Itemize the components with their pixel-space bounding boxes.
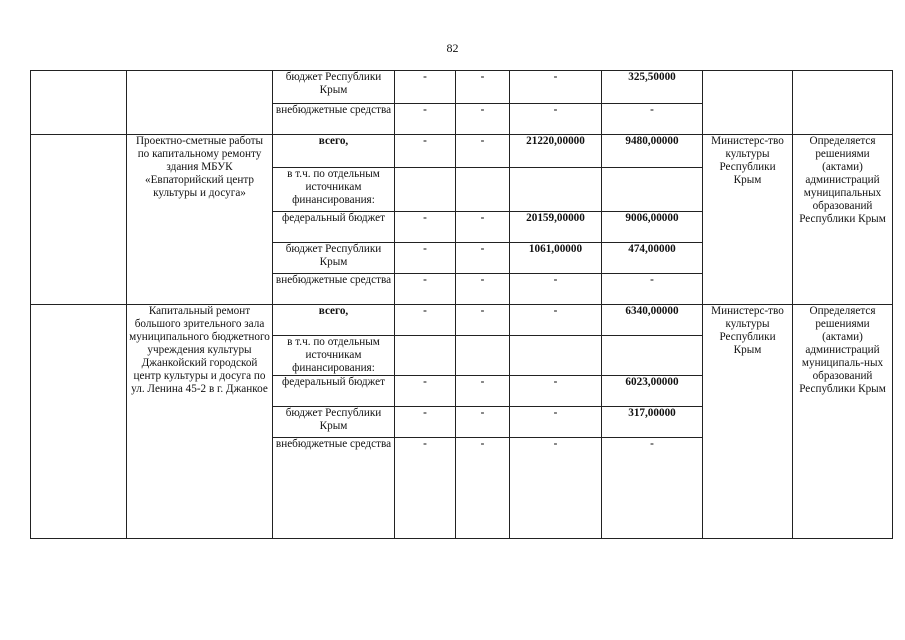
value-cell: - (510, 407, 602, 438)
value-cell: - (395, 376, 456, 407)
value-cell: - (510, 438, 602, 539)
value-cell: - (602, 438, 703, 539)
source-cell: внебюджетные средства (273, 104, 395, 135)
value-cell: - (456, 407, 510, 438)
value-cell (456, 168, 510, 212)
value-cell: 20159,00000 (510, 212, 602, 243)
source-cell: всего, (273, 135, 395, 168)
source-cell: внебюджетные средства (273, 438, 395, 539)
value-cell (602, 336, 703, 376)
recipient-cell: Определяется решениями (актами) администраций муниципальных образований Республики Крым (793, 135, 893, 305)
value-cell: - (456, 376, 510, 407)
value-cell: - (456, 305, 510, 336)
value-cell: 9006,00000 (602, 212, 703, 243)
value-cell: - (456, 135, 510, 168)
blank-cell (31, 71, 127, 135)
value-cell: - (456, 274, 510, 305)
recipient-cell: Определяется решениями (актами) администраций муниципаль-ных образований Республики Крым (793, 305, 893, 539)
executor-cell: Министерс-тво культуры Республики Крым (703, 305, 793, 539)
value-cell: - (395, 407, 456, 438)
blank-cell (793, 71, 893, 135)
value-cell: - (395, 305, 456, 336)
value-cell: - (510, 274, 602, 305)
executor-cell: Министерс-тво культуры Республики Крым (703, 135, 793, 305)
page-number: 82 (446, 41, 459, 55)
table-row (31, 71, 893, 104)
value-cell: - (395, 135, 456, 168)
value-cell: - (456, 243, 510, 274)
value-cell (456, 336, 510, 376)
blank-cell (127, 71, 273, 135)
value-cell: - (456, 104, 510, 135)
value-cell (510, 336, 602, 376)
value-cell: - (602, 104, 703, 135)
value-cell: - (395, 212, 456, 243)
source-cell: бюджет Республики Крым (273, 407, 395, 438)
value-cell: 317,00000 (602, 407, 703, 438)
source-cell: всего, (273, 305, 395, 336)
value-cell (395, 336, 456, 376)
blank-cell (31, 305, 127, 539)
value-cell: - (456, 212, 510, 243)
value-cell: - (456, 71, 510, 104)
value-cell: - (395, 243, 456, 274)
value-cell (395, 168, 456, 212)
value-cell: 6023,00000 (602, 376, 703, 407)
value-cell: 325,50000 (602, 71, 703, 104)
value-cell: 1061,00000 (510, 243, 602, 274)
source-cell: в т.ч. по отдельным источникам финансирования: (273, 336, 395, 376)
source-cell: федеральный бюджет (273, 212, 395, 243)
source-cell: федеральный бюджет (273, 376, 395, 407)
value-cell: - (510, 71, 602, 104)
source-cell: внебюджетные средства (273, 274, 395, 305)
value-cell: 474,00000 (602, 243, 703, 274)
value-cell: - (395, 71, 456, 104)
project-name: Капитальный ремонт большого зрительного зала муниципального бюджетного учреждения культуры Джанкойский городской центр культуры и досуга по ул. Ленина 45-2 в г. Джанкое (127, 305, 273, 539)
value-cell: - (510, 376, 602, 407)
source-cell: бюджет Республики Крым (273, 71, 395, 104)
project-name: Проектно-сметные работы по капитальному ремонту здания МБУК «Евпаторийский центр культуры и досуга» (127, 135, 273, 305)
value-cell: - (510, 104, 602, 135)
value-cell: - (602, 274, 703, 305)
source-cell: в т.ч. по отдельным источникам финансирования: (273, 168, 395, 212)
value-cell: 21220,00000 (510, 135, 602, 168)
financing-table (30, 70, 893, 539)
value-cell (510, 168, 602, 212)
value-cell: - (395, 438, 456, 539)
value-cell: 9480,00000 (602, 135, 703, 168)
value-cell: 6340,00000 (602, 305, 703, 336)
blank-cell (31, 135, 127, 305)
table-row (31, 305, 893, 336)
blank-cell (703, 71, 793, 135)
value-cell: - (395, 274, 456, 305)
value-cell: - (510, 305, 602, 336)
value-cell: - (456, 438, 510, 539)
source-cell: бюджет Республики Крым (273, 243, 395, 274)
value-cell: - (395, 104, 456, 135)
table-row (31, 135, 893, 168)
value-cell (602, 168, 703, 212)
